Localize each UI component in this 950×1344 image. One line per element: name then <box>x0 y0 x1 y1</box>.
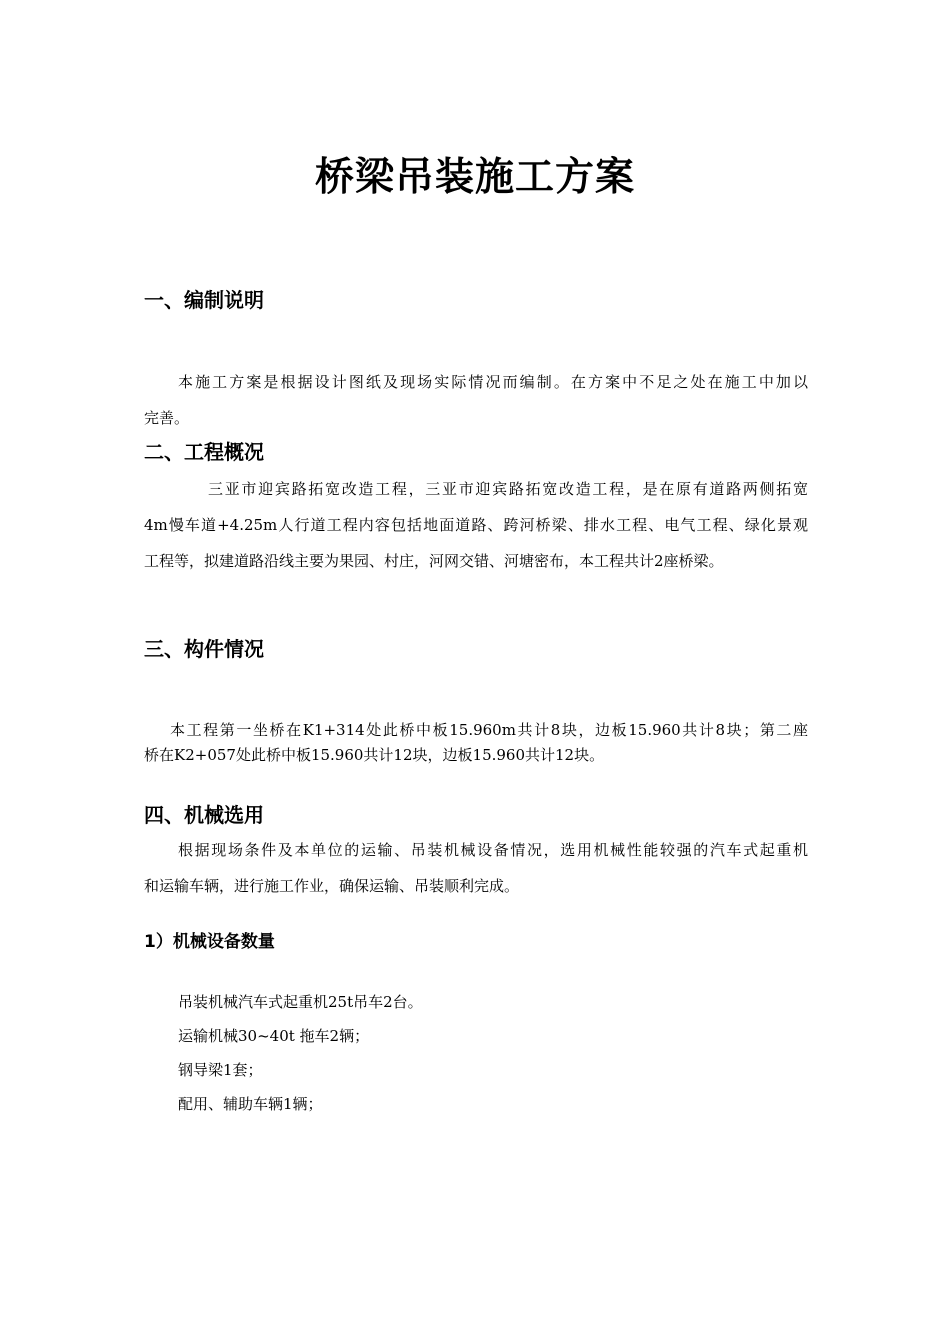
equipment-item: 吊装机械汽车式起重机25t吊车2台。 <box>178 993 423 1011</box>
paragraph-line: 本工程第一坐桥在K1+314处此桥中板15.960m共计8块，边板15.960共计8块；第二座 <box>170 721 808 739</box>
paragraph-line: 三亚市迎宾路拓宽改造工程，三亚市迎宾路拓宽改造工程，是在原有道路两侧拓宽 <box>208 480 808 498</box>
paragraph-line: 本施工方案是根据设计图纸及现场实际情况而编制。在方案中不足之处在施工中加以 <box>178 373 808 391</box>
paragraph-line: 4m慢车道+4.25m人行道工程内容包括地面道路、跨河桥梁、排水工程、电气工程、绿化景观 <box>144 516 808 534</box>
paragraph-line: 根据现场条件及本单位的运输、吊装机械设备情况，选用机械性能较强的汽车式起重机 <box>178 841 808 859</box>
document-title: 桥梁吊装施工方案 <box>314 155 635 200</box>
equipment-item: 运输机械30~40t 拖车2辆； <box>178 1027 370 1045</box>
paragraph-line: 桥在K2+057处此桥中板15.960共计12块，边板15.960共计12块。 <box>144 746 605 764</box>
section-heading-4: 四、机械选用 <box>144 803 264 827</box>
paragraph-line: 和运输车辆，进行施工作业，确保运输、吊装顺利完成。 <box>144 877 520 895</box>
section-heading-1: 一、编制说明 <box>144 288 264 312</box>
subsection-heading: 1）机械设备数量 <box>144 932 275 952</box>
equipment-item: 钢导梁1套； <box>178 1061 263 1079</box>
paragraph-line: 完善。 <box>144 409 190 427</box>
paragraph-line: 工程等，拟建道路沿线主要为果园、村庄，河网交错、河塘密布，本工程共计2座桥梁。 <box>144 552 724 570</box>
section-heading-2: 二、工程概况 <box>144 440 264 464</box>
section-heading-3: 三、构件情况 <box>144 637 264 661</box>
equipment-item: 配用、辅助车辆1辆； <box>178 1095 323 1113</box>
